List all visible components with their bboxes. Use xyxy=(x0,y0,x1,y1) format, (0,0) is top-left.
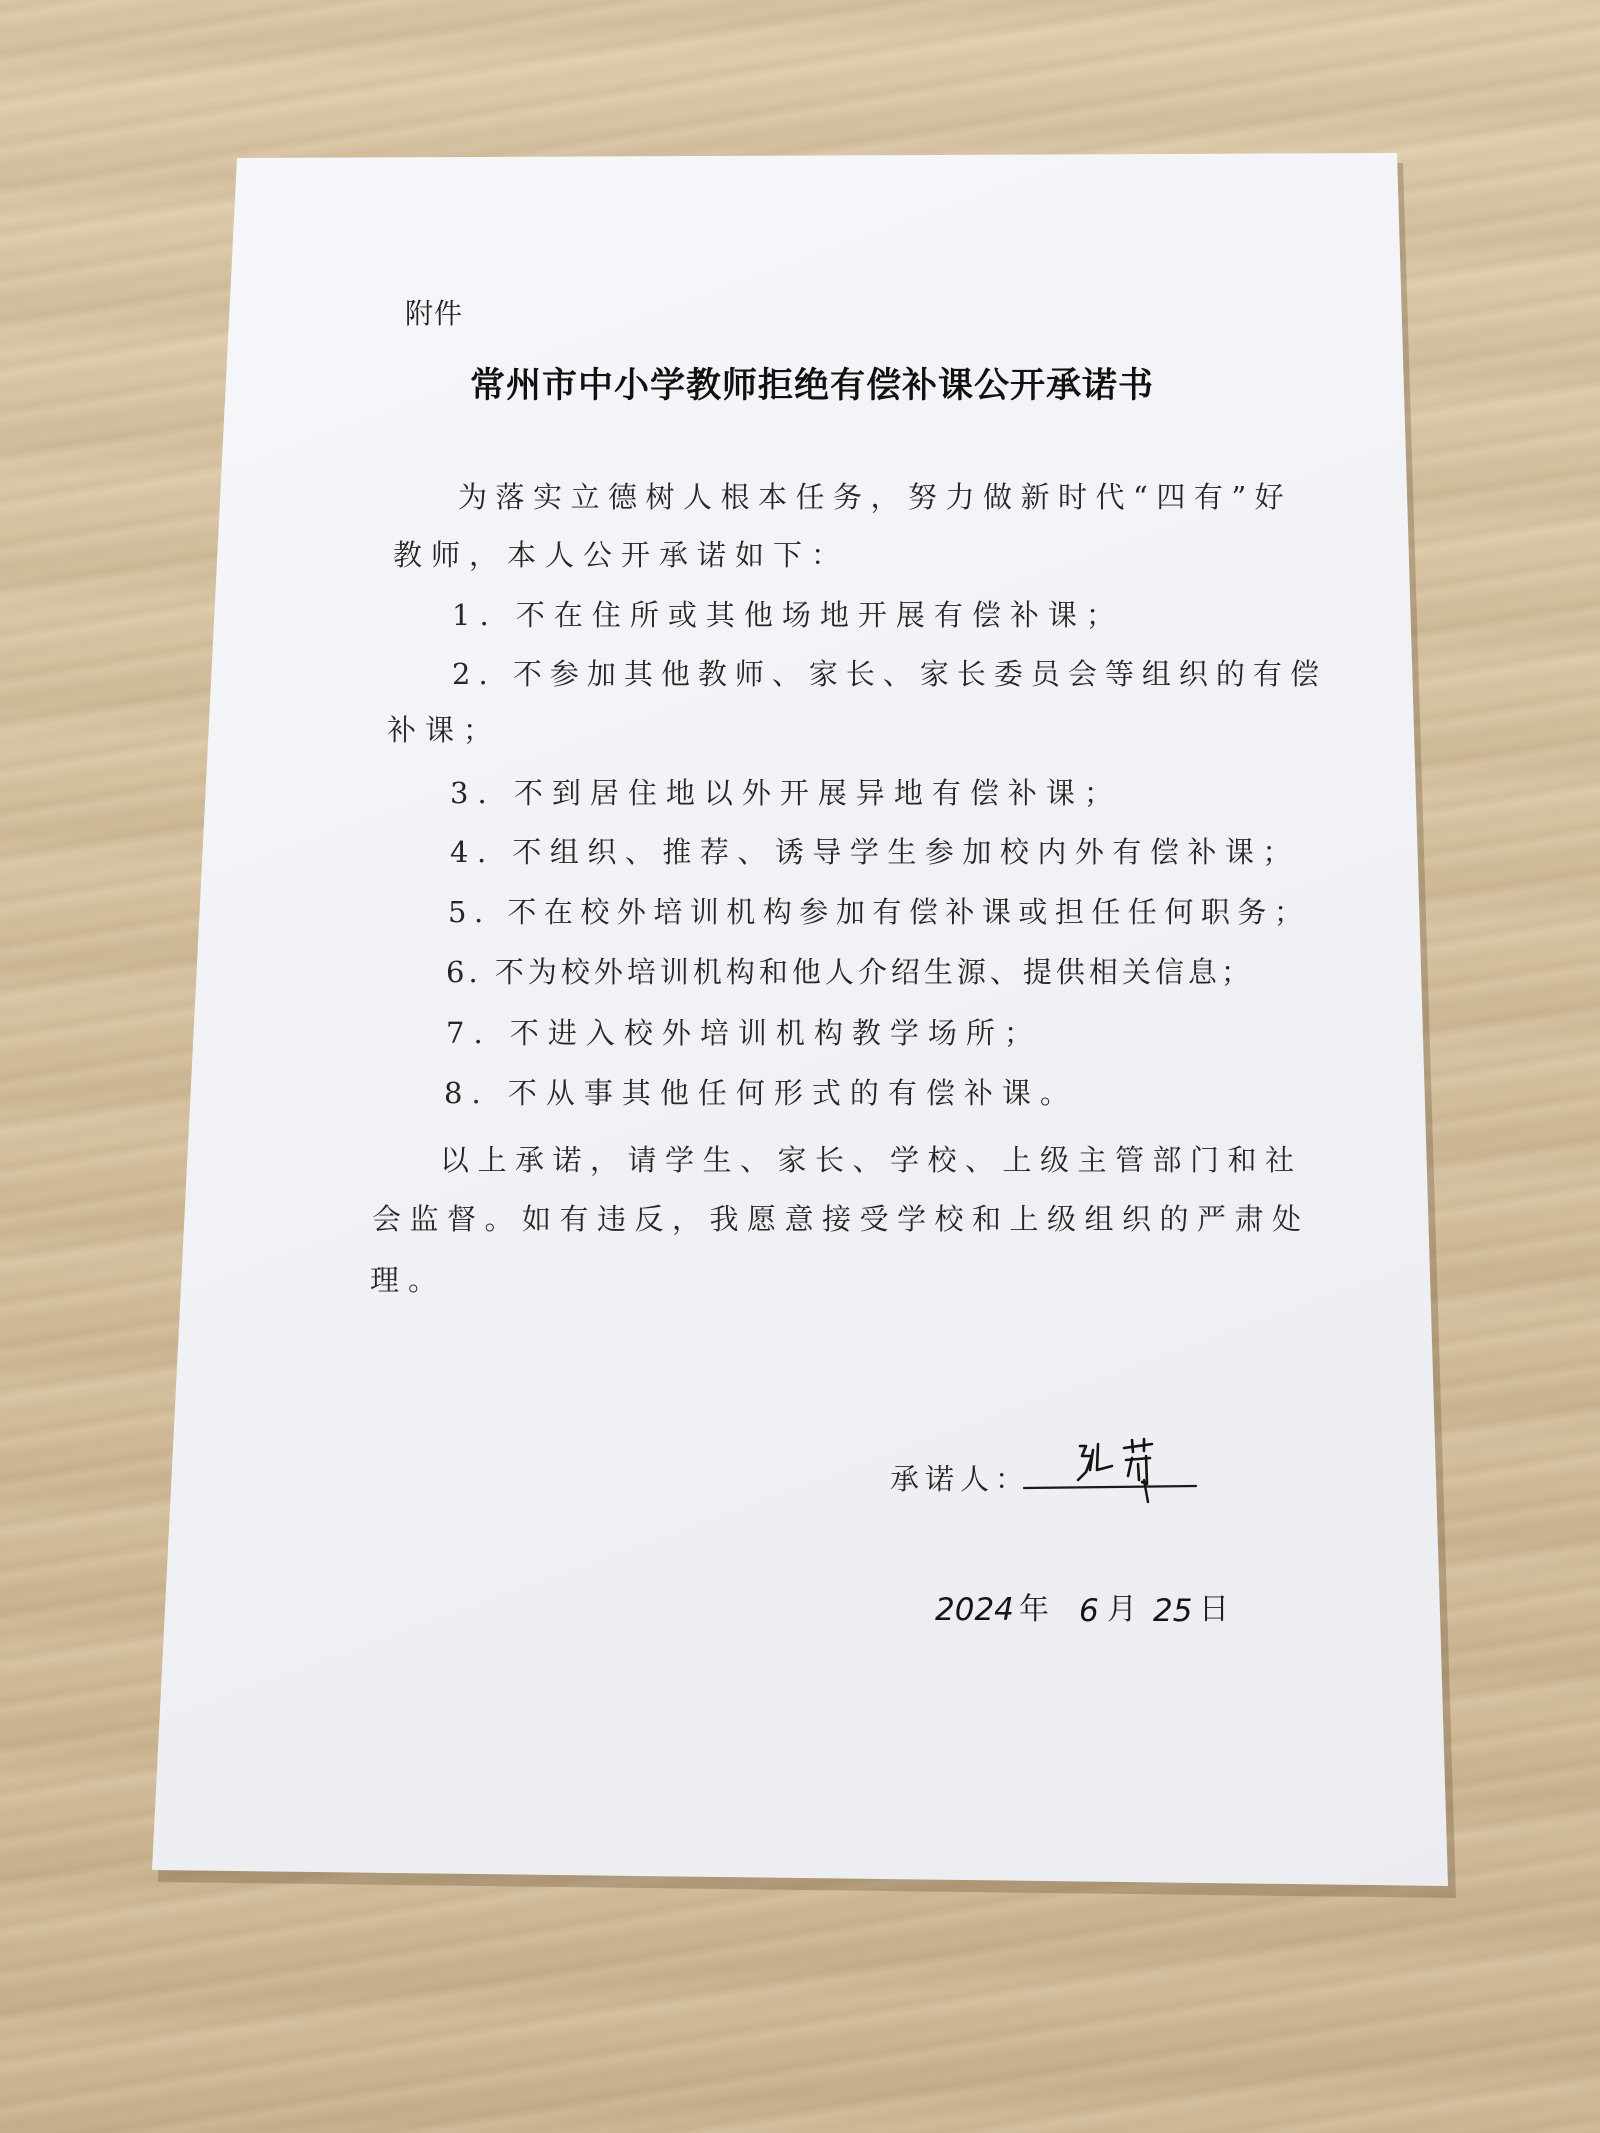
body-line: 为落实立德树人根本任务，努力做新时代“四有”好 xyxy=(458,480,1293,514)
signing-date xyxy=(935,1590,1235,1630)
document-title: 常州市中小学教师拒绝有偿补课公开承诺书 xyxy=(470,366,1155,406)
pledge-item-2: 2. 不参加其他教师、家长、家长委员会等组织的有偿 xyxy=(452,657,1327,691)
body-line: 教师，本人公开承诺如下： xyxy=(393,538,850,572)
closing-line: 以上承诺，请学生、家长、学校、上级主管部门和社 xyxy=(440,1143,1303,1177)
date-year: 2024 xyxy=(935,1592,1014,1628)
date-day-unit: 日 xyxy=(1199,1592,1229,1627)
pledge-item-4: 4. 不组织、推荐、诱导学生参加校内外有偿补课； xyxy=(450,835,1300,869)
pledge-item-6: 6. 不为校外培训机构和他人介绍生源、提供相关信息； xyxy=(446,955,1254,989)
attachment-label: 附件 xyxy=(405,297,464,330)
closing-line: 理。 xyxy=(370,1263,447,1297)
closing-line: 会监督。如有违反，我愿意接受学校和上级组织的严肃处 xyxy=(372,1202,1310,1236)
pledge-item-5: 5. 不在校外培训机构参加有偿补课或担任任何职务； xyxy=(448,895,1311,929)
signer-label: 承诺人： xyxy=(890,1462,1031,1496)
pledge-item-3: 3. 不到居住地以外开展异地有偿补课； xyxy=(450,776,1122,810)
pledge-item-2-continued: 补课； xyxy=(387,713,502,747)
handwritten-signature xyxy=(1020,1436,1200,1506)
date-year-unit: 年 xyxy=(1019,1592,1049,1627)
pledge-item-1: 1. 不在住所或其他场地开展有偿补课； xyxy=(452,598,1124,632)
date-day: 25 xyxy=(1153,1593,1193,1629)
pledge-item-7: 7. 不进入校外培训机构教学场所； xyxy=(446,1016,1042,1050)
date-month: 6 xyxy=(1079,1593,1099,1629)
date-month-unit: 月 xyxy=(1107,1592,1137,1627)
pledge-item-8: 8. 不从事其他任何形式的有偿补课。 xyxy=(444,1076,1078,1110)
